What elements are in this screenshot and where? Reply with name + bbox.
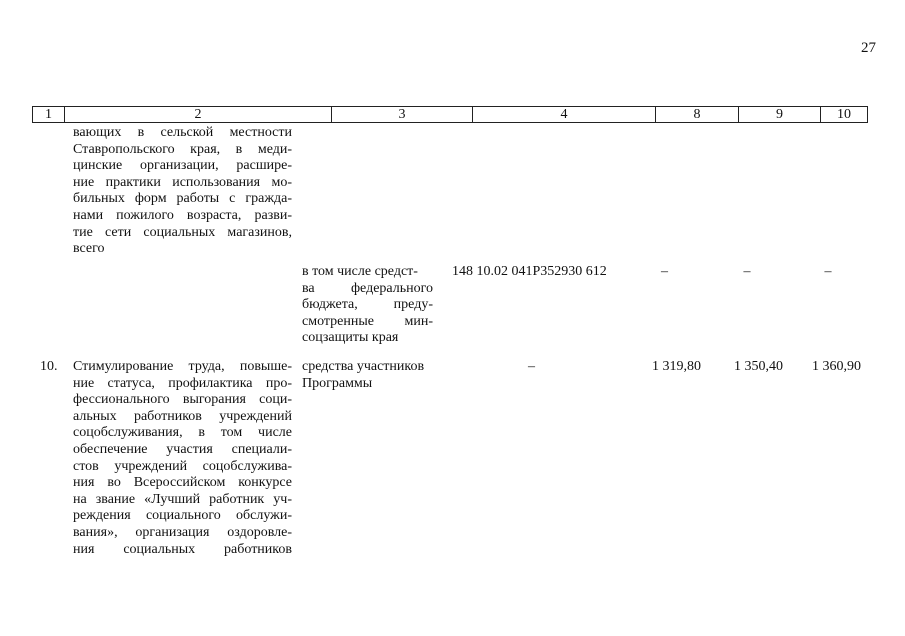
value-col-9: – [743,264,751,279]
continuation-description [73,125,292,258]
description-line: ния социальных работников [73,541,292,557]
funding-line: средства участников [302,359,425,374]
description-line: обеспечение участия специали- [73,441,292,457]
budget-classification-code: 148 10.02 041Р352930 612 [452,264,607,279]
description-line: альных работников учреждений [73,408,292,424]
continuation-line: бильных форм работы с гражда- [73,191,292,207]
header-col-3: 3 [332,107,473,122]
row10-code: – [528,359,535,374]
description-line: ния во Всероссийском конкурсе [73,475,292,491]
continuation-line: цинские организации, расшире- [73,158,292,174]
description-line: фессионального выгорания соци- [73,392,292,408]
value-col-10: – [824,264,832,279]
description-line: стов учреждений соцобслужива- [73,458,292,474]
description-line: на звание «Лучший работник уч- [73,491,292,507]
row10-description [73,359,292,558]
header-col-4: 4 [473,107,656,122]
funding-source-federal [302,264,433,347]
continuation-line: ние практики использования мо- [73,174,292,190]
funding-line: в том числе средст- [302,264,418,279]
continuation-line: всего [73,241,105,257]
row-number: 10. [40,359,58,374]
continuation-line: вающих в сельской местности [73,125,292,140]
row10-funding-source [302,359,437,392]
funding-line: бюджета, преду- [302,297,433,313]
row10-value-col-10: 1 360,90 [812,359,861,374]
value-col-8: – [661,264,668,279]
continuation-line: тие сети социальных магазинов, [73,224,292,240]
description-line: ние статуса, профилактика про- [73,375,292,391]
row10-value-col-8: 1 319,80 [652,359,701,374]
continuation-line: нами пожилого возраста, разви- [73,207,292,223]
page-number: 27 [861,40,876,56]
table-header-row [32,106,868,123]
description-line: реждения социального обслужи- [73,508,292,524]
header-col-8: 8 [656,107,739,122]
header-col-9: 9 [739,107,821,122]
header-col-10: 10 [837,107,851,122]
header-col-2: 2 [65,107,332,122]
funding-line: ва федерального [302,280,433,296]
header-col-1: 1 [33,107,65,122]
continuation-line: Ставропольского края, в меди- [73,141,292,157]
funding-line: смотренные мин- [302,313,433,329]
description-line: вания», организация оздоровле- [73,524,292,540]
funding-line: соцзащиты края [302,330,399,346]
description-line: соцобслуживания, в том числе [73,425,292,441]
row10-value-col-9: 1 350,40 [734,359,783,374]
description-line: Стимулирование труда, повыше- [73,359,292,374]
funding-line: Программы [302,375,373,391]
